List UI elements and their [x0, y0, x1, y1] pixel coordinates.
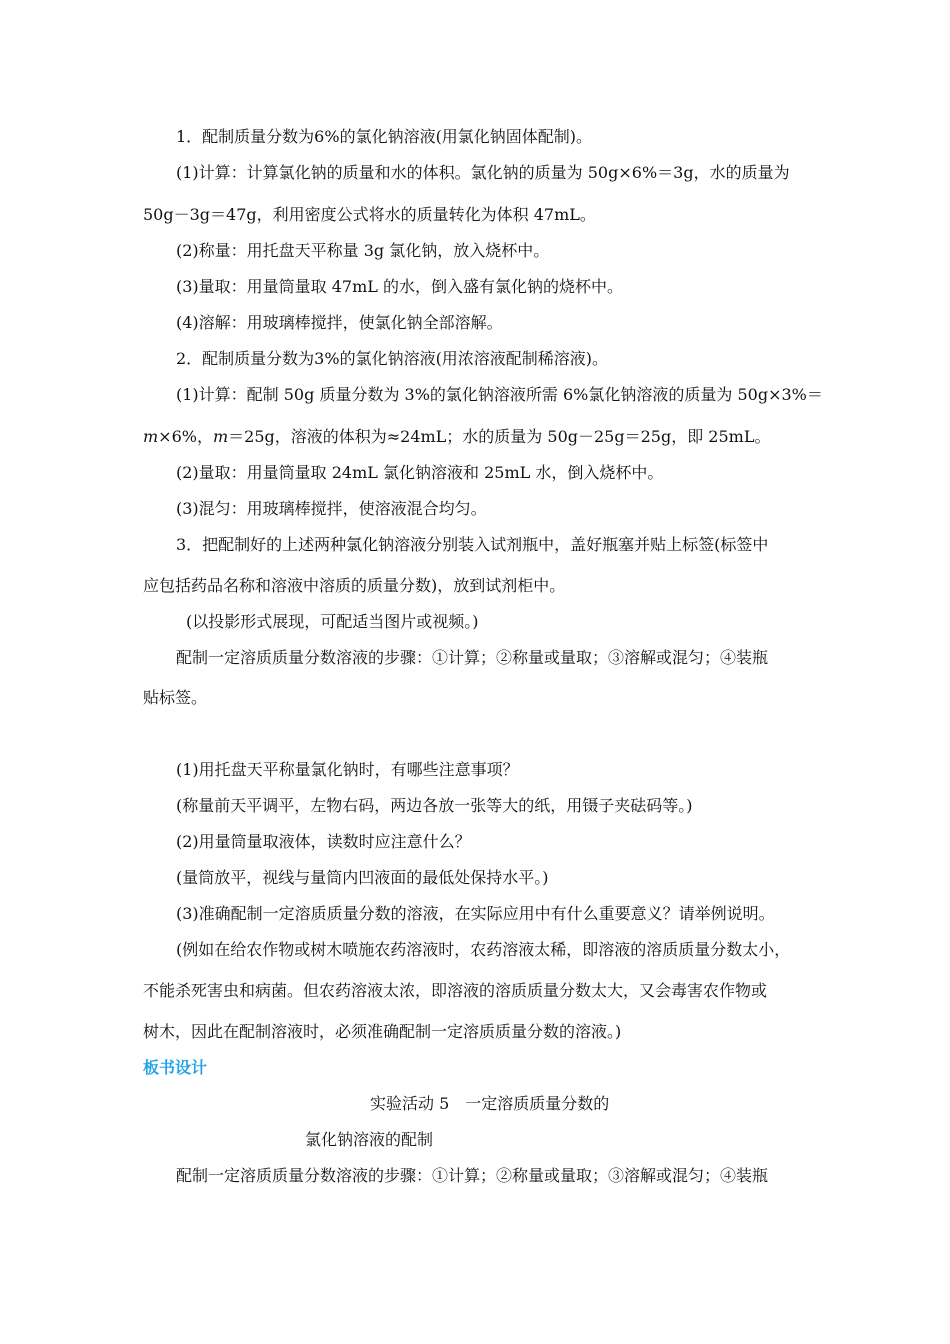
answer-3-line2: 不能杀死害虫和病菌。但农药溶液太浓，即溶液的溶质质量分数太大，又会毒害农作物或 [143, 981, 768, 1000]
board-design-title-line2: 氯化钠溶液的配制 [305, 1130, 434, 1149]
section1-dissolve: (4)溶解：用玻璃棒搅拌，使氯化钠全部溶解。 [176, 313, 503, 332]
board-design-steps: 配制一定溶质质量分数溶液的步骤：①计算；②称量或量取；③溶解或混匀；④装瓶 [176, 1166, 769, 1185]
section2-calc-line2: m×6%，m＝25g，溶液的体积为≈24mL；水的质量为 50g－25g＝25g，即 25mL。 [143, 427, 771, 446]
answer-3-line1: (例如在给农作物或树木喷施农药溶液时，农药溶液太稀，即溶液的溶质质量分数太小， [176, 940, 791, 959]
variable-m: m [143, 427, 159, 446]
section2-title: 2．配制质量分数为3%的氯化钠溶液(用浓溶液配制稀溶液)。 [176, 349, 609, 368]
projection-note: (以投影形式展现，可配适当图片或视频。) [186, 612, 479, 631]
section1-calc-line1: (1)计算：计算氯化钠的质量和水的体积。氯化钠的质量为 50g×6%＝3g，水的质量为 [176, 163, 790, 182]
section3-line2: 应包括药品名称和溶液中溶质的质量分数)，放到试剂柜中。 [143, 576, 566, 595]
section1-measure: (3)量取：用量筒量取 47mL 的水，倒入盛有氯化钠的烧杯中。 [176, 277, 623, 296]
question-2: (2)用量筒量取液体，读数时应注意什么？ [176, 832, 471, 851]
section1-title: 1．配制质量分数为6%的氯化钠溶液(用氯化钠固体配制)。 [176, 127, 593, 146]
question-1: (1)用托盘天平称量氯化钠时，有哪些注意事项？ [176, 760, 519, 779]
board-design-heading: 板书设计 [143, 1058, 208, 1077]
board-design-title-line1: 实验活动 5 一定溶质质量分数的 [370, 1094, 610, 1113]
variable-m: m [212, 427, 229, 446]
section2-calc-line1: (1)计算：配制 50g 质量分数为 3%的氯化钠溶液所需 6%氯化钠溶液的质量为 50g×3%＝ [176, 385, 823, 404]
section1-calc-line2: 50g－3g＝47g，利用密度公式将水的质量转化为体积 47mL。 [143, 205, 596, 224]
question-3: (3)准确配制一定溶质质量分数的溶液，在实际应用中有什么重要意义？请举例说明。 [176, 904, 775, 923]
answer-2: (量筒放平，视线与量筒内凹液面的最低处保持水平。) [176, 868, 549, 887]
section2-mix: (3)混匀：用玻璃棒搅拌，使溶液混合均匀。 [176, 499, 487, 518]
section1-weigh: (2)称量：用托盘天平称量 3g 氯化钠，放入烧杯中。 [176, 241, 550, 260]
steps-summary-line2: 贴标签。 [143, 688, 208, 707]
answer-3-line3: 树木，因此在配制溶液时，必须准确配制一定溶质质量分数的溶液。) [143, 1022, 622, 1041]
steps-summary-line1: 配制一定溶质质量分数溶液的步骤：①计算；②称量或量取；③溶解或混匀；④装瓶 [176, 648, 769, 667]
answer-1: (称量前天平调平，左物右码，两边各放一张等大的纸，用镊子夹砝码等。) [176, 796, 693, 815]
section3-line1: 3．把配制好的上述两种氯化钠溶液分别装入试剂瓶中，盖好瓶塞并贴上标签(标签中 [176, 535, 769, 554]
section2-measure: (2)量取：用量筒量取 24mL 氯化钠溶液和 25mL 水，倒入烧杯中。 [176, 463, 664, 482]
